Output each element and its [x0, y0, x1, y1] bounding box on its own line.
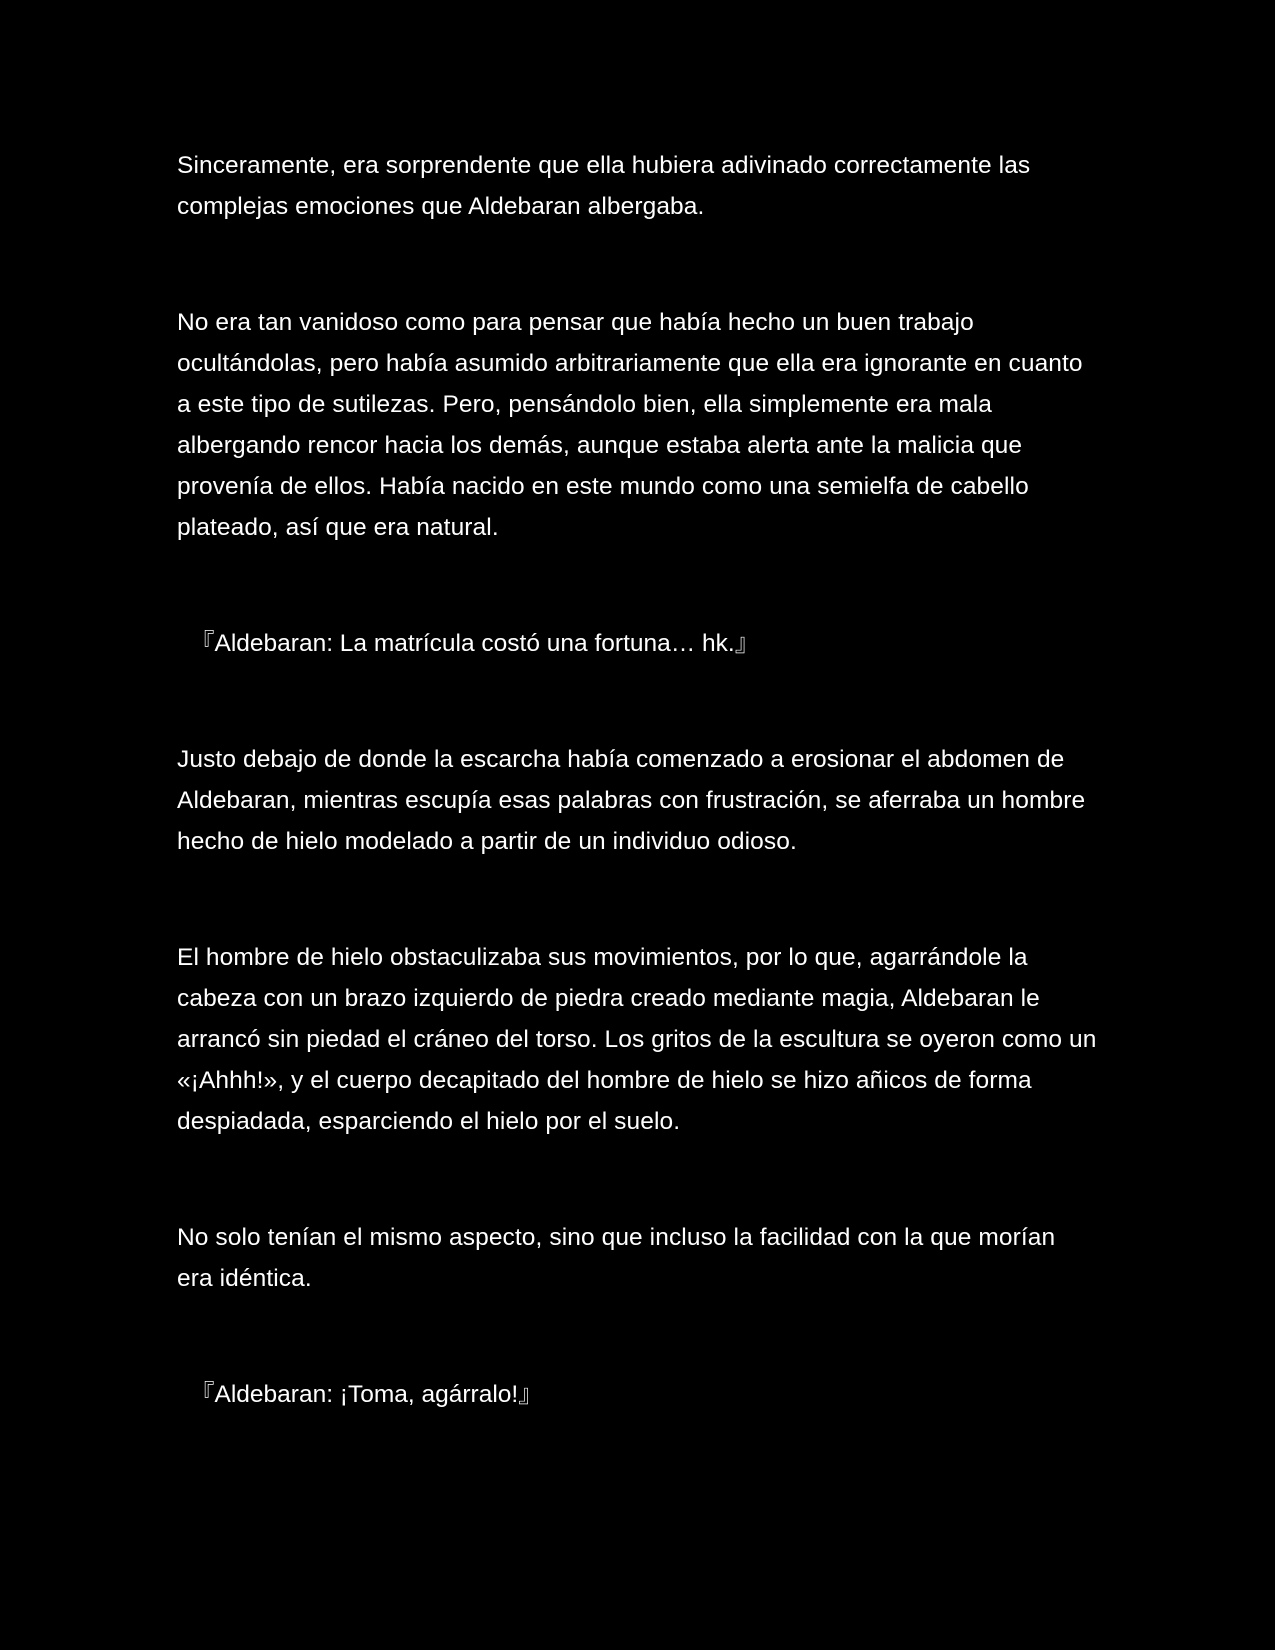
paragraph-1: Sinceramente, era sorprendente que ella hubiera adivinado correctamente las complejas emociones que Aldebaran albergaba.: [177, 152, 1031, 220]
paragraph-5: No solo tenían el mismo aspecto, sino que incluso la facilidad con la que morían era idéntica.: [177, 1224, 1056, 1292]
paragraph-4: El hombre de hielo obstaculizaba sus movimientos, por lo que, agarrándole la cabeza con un brazo izquierdo de piedra creado mediante magia, Aldebaran le arrancó sin piedad el cráneo del torso. Los gritos de la escultura se oyeron como un «¡Ahhh!», y el cuerpo decapitado del hombre de hielo se hizo añicos de forma despiadada, esparciendo el hielo por el suelo.: [177, 944, 1097, 1135]
spacer: [177, 664, 1097, 739]
spacer: [177, 548, 1097, 623]
dialogue-line-1: 『Aldebaran: La matrícula costó una fortuna… hk.』: [190, 630, 760, 657]
paragraph-2: No era tan vanidoso como para pensar que había hecho un buen trabajo ocultándolas, pero había asumido arbitrariamente que ella era ignorante en cuanto a este tipo de sutilezas. Pero, pensándolo bien, ella simplemente era mala albergando rencor hacia los demás, aunque estaba alerta ante la malicia que provenía de ellos. Había nacido en este mundo como una semielfa de cabello plateado, así que era natural.: [177, 309, 1083, 541]
spacer: [177, 1299, 1097, 1374]
spacer: [177, 1142, 1097, 1217]
spacer: [177, 862, 1097, 937]
paragraph-3: Justo debajo de donde la escarcha había comenzado a erosionar el abdomen de Aldebaran, mientras escupía esas palabras con frustración, se aferraba un hombre hecho de hielo modelado a partir de un individuo odioso.: [177, 746, 1086, 855]
spacer: [177, 227, 1097, 302]
dialogue-line-2: 『Aldebaran: ¡Toma, agárralo!』: [190, 1381, 543, 1408]
document-body: [177, 145, 1097, 1415]
